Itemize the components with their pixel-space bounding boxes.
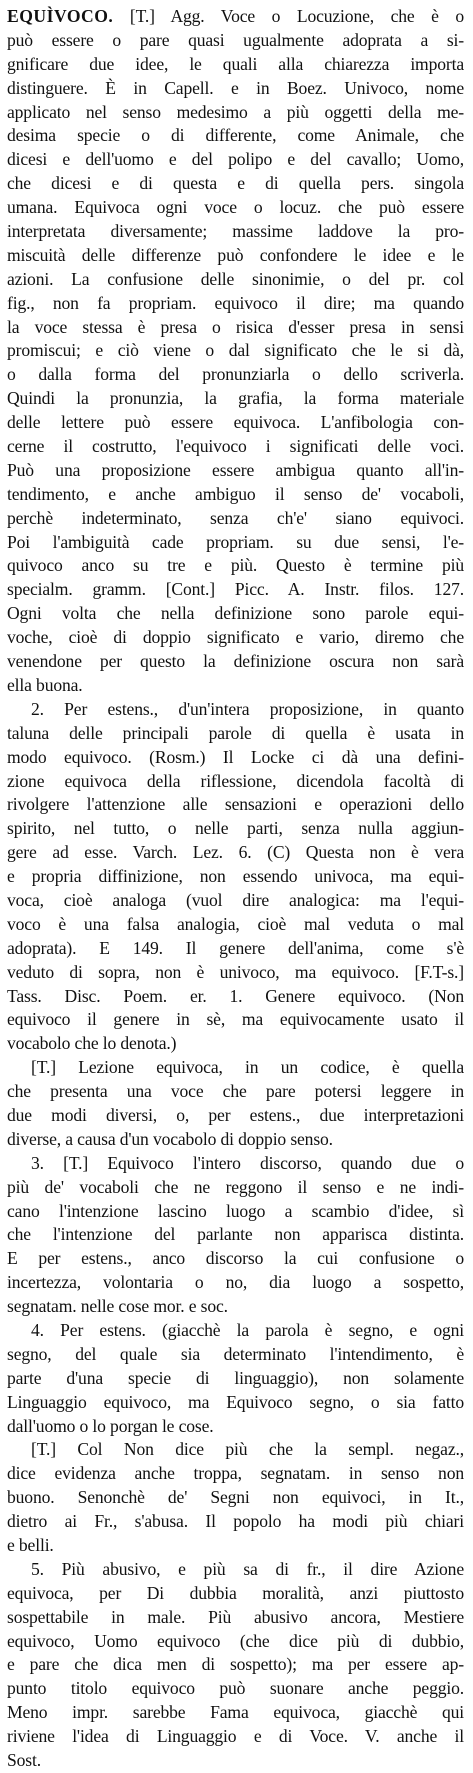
entry-line: Sost.	[7, 1750, 41, 1771]
entry-line: più de' vocaboli che ne reggono il senso e ne indi-	[7, 1176, 464, 1197]
entry-line: promiscui; e ciò viene o dal significato che le si dà,	[7, 340, 464, 361]
entry-line: segno, del quale sia determinato l'intendimento, è	[7, 1343, 464, 1364]
entry-line: gere ad esse. Varch. Lez. 6. (C) Questa non è vera	[7, 842, 464, 863]
entry-line: segnatam. nelle cose mor. e soc.	[7, 1296, 228, 1317]
entry-line: sospettabile in male. Più abusivo ancora, Mestiere	[7, 1606, 464, 1627]
entry-line: Tass. Disc. Poem. er. 1. Genere equivoco. (Non	[7, 985, 464, 1006]
entry-line: quivoco anco su tre e più. Questo è termine più	[7, 555, 464, 576]
entry-line: perchè indeterminato, senza ch'e' siano equivoci.	[7, 507, 464, 528]
entry-line: specialm. gramm. [Cont.] Picc. A. Instr. filos. 127.	[7, 579, 464, 600]
entry-line: voca, cioè analoga (vuol dire analogica: ma l'equi-	[7, 889, 464, 910]
entry-line: equivoco il genere in sè, ma equivocamente usato il	[7, 1009, 464, 1030]
entry-line: dietro ai Fr., s'abusa. Il popolo ha modi più chiari	[7, 1511, 464, 1532]
entry-line: Quindi la pronunzia, la grafia, la forma materiale	[7, 388, 464, 409]
entry-line: voche, cioè di doppio significato e vario, diremo che	[7, 627, 464, 648]
entry-line: che presenta una voce che pare potersi leggere in	[7, 1081, 464, 1102]
entry-line: gnificare due idee, le quali alla chiarezza importa	[7, 53, 464, 74]
entry-line: 5. Più abusivo, e più sa di fr., il dire Azione	[31, 1558, 464, 1579]
entry-line: due modi diversi, o, per estens., due interpretazioni	[7, 1104, 464, 1125]
entry-line: ella buona.	[7, 674, 83, 695]
entry-line: azioni. La confusione delle sinonimie, o del pr. col	[7, 268, 464, 289]
entry-line: taluna delle principali parole di quella è usata in	[7, 722, 464, 743]
entry-line: veduto di sopra, non è univoco, ma equivoco. [F.T-s.]	[7, 961, 464, 982]
entry-line: dall'uomo o lo porgan le cose.	[7, 1415, 214, 1436]
entry-line: punto titolo equivoco può suonare anche peggio.	[7, 1678, 464, 1699]
entry-line: rivolgere l'attenzione alle sensazioni e operazioni dello	[7, 794, 464, 815]
entry-line: [T.] Lezione equivoca, in un codice, è quella	[31, 1057, 464, 1078]
entry-line: spirito, nel tutto, o nelle parti, senza nulla aggiun-	[7, 818, 464, 839]
entry-line: distinguere. È in Capell. e in Boez. Univoco, nome	[7, 77, 464, 98]
entry-line: miscuità delle differenze può confondere le idee e le	[7, 244, 464, 265]
entry-line: dicesi e dell'uomo e del polipo e del cavallo; Uomo,	[7, 149, 464, 170]
entry-line: dice evidenza anche troppa, segnatam. in senso non	[7, 1463, 464, 1484]
entry-line: zione equivoca della riflessione, dicendola facoltà di	[7, 770, 464, 791]
entry-line: 4. Per estens. (giacchè la parola è segno, e ogni	[31, 1319, 464, 1340]
entry-line: fig., non fa propriam. equivoco il dire; ma quando	[7, 292, 464, 313]
entry-line: o dalla forma del pronunziarla o dello scriverla.	[7, 364, 464, 385]
entry-line: Meno impr. sarebbe Fama equivoca, giacchè qui	[7, 1702, 464, 1723]
entry-line: la voce stessa è presa o risica d'esser presa in sensi	[7, 316, 464, 337]
entry-line: cano l'intenzione lascino luogo a scambio d'idee, sì	[7, 1200, 464, 1221]
entry-line: desima specie o di differente, come Animale, che	[7, 125, 464, 146]
entry-line: delle lettere può essere equivoca. L'anfibologia con-	[7, 412, 464, 433]
entry-line: venendone per questo la definizione oscura non sarà	[7, 651, 464, 672]
entry-line-text: [T.] Agg. Voce o Locuzione, che è o	[113, 6, 464, 26]
entry-line: riviene l'idea di Linguaggio e di Voce. V. anche il	[7, 1726, 464, 1747]
entry-line: e pare che dica men di sospetto); ma per essere ap-	[7, 1654, 464, 1675]
entry-line: Linguaggio equivoco, ma Equivoco segno, o sia fatto	[7, 1391, 464, 1412]
entry-line: e propria diffinizione, non essendo univoca, ma equi-	[7, 866, 464, 887]
entry-line: che dicesi e di questa e di quella pers. singola	[7, 173, 464, 194]
entry-line: e belli.	[7, 1535, 54, 1555]
entry-line: che l'intenzione del parlante non apparisca distinta.	[7, 1224, 464, 1245]
entry-line: 3. [T.] Equivoco l'intero discorso, quando due o	[31, 1152, 464, 1173]
entry-line	[7, 5, 464, 29]
entry-line: E per estens., anco discorso la cui confusione o	[7, 1248, 464, 1269]
entry-line: incertezza, volontaria o no, dia luogo a sospetto,	[7, 1272, 464, 1293]
entry-line: equivoco, Uomo equivoco (che dice più di dubbio,	[7, 1630, 464, 1651]
entry-line: modo equivoco. (Rosm.) Il Locke ci dà una defini-	[7, 746, 464, 767]
entry-line: voco è una falsa analogia, cioè mal veduta o mal	[7, 913, 464, 934]
entry-line: diverse, a causa d'un vocabolo di doppio senso.	[7, 1128, 333, 1149]
entry-line: Ogni volta che nella definizione sono parole equi-	[7, 603, 464, 624]
entry-line: Può una proposizione essere ambigua quanto all'in-	[7, 459, 464, 480]
dictionary-entry-equivoco	[7, 5, 464, 1773]
entry-line: tendimento, e anche ambiguo il senso de' vocaboli,	[7, 483, 464, 504]
entry-headword: EQUÌVOCO.	[7, 6, 114, 26]
entry-line: 2. Per estens., d'un'intera proposizione, in quanto	[31, 698, 464, 719]
entry-line: buono. Senonchè de' Segni non equivoci, in It.,	[7, 1487, 464, 1508]
entry-line: applicato nel senso medesimo a più oggetti della me-	[7, 101, 464, 122]
entry-line: interpretata diversamente; massime laddove la pro-	[7, 221, 464, 242]
entry-line: [T.] Col Non dice più che la sempl. negaz.,	[31, 1439, 464, 1460]
entry-line: equivoca, per Di dubbia moralità, anzi piuttosto	[7, 1582, 464, 1603]
entry-line: vocabolo che lo denota.)	[7, 1033, 177, 1054]
entry-line: umana. Equivoca ogni voce o locuz. che può essere	[7, 197, 464, 218]
entry-line: può essere o pare quasi ugualmente adoprata a si-	[7, 29, 464, 50]
entry-line: parte d'una specie di linguaggio), non solamente	[7, 1367, 464, 1388]
entry-line: cerne il costrutto, l'equivoco i significati delle voci.	[7, 436, 464, 457]
entry-line: Poi l'ambiguità cade propriam. su due sensi, l'e-	[7, 531, 464, 552]
entry-line: adoprata). E 149. Il genere dell'anima, come s'è	[7, 937, 464, 958]
